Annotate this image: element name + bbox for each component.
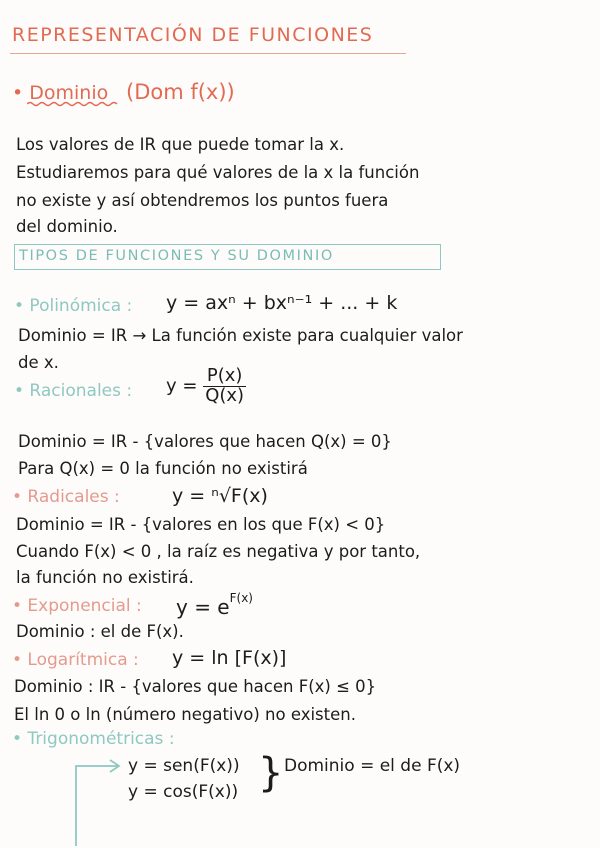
trig-cos-formula: y = cos(F(x)) xyxy=(128,782,239,802)
racionales-note: Para Q(x) = 0 la función no existirá xyxy=(18,459,308,478)
radicales-note-line-2: la función no existirá. xyxy=(16,568,194,587)
polinomica-formula: y = axⁿ + bxⁿ⁻¹ + ... + k xyxy=(166,292,398,314)
exponencial-base: y = e xyxy=(176,595,230,619)
dominio-text-line-2: Estudiaremos para qué valores de la x la función xyxy=(16,163,420,182)
fraction-denominator: Q(x) xyxy=(205,384,245,406)
radicales-label: • Radicales : xyxy=(12,487,120,507)
exponencial-exponent: F(x) xyxy=(229,591,253,606)
logaritmica-formula: y = ln [F(x)] xyxy=(172,647,287,669)
dominio-text-line-4: del dominio. xyxy=(16,217,118,236)
polinomica-domain-cont: de x. xyxy=(18,353,59,372)
racionales-domain: Dominio = IR - {valores que hacen Q(x) = 0} xyxy=(18,432,392,451)
logaritmica-label: • Logarítmica : xyxy=(12,650,139,670)
racionales-y-eq: y = xyxy=(166,375,198,397)
polinomica-domain: Dominio = IR → La función existe para cualquier valor xyxy=(18,326,463,345)
fraction-numerator: P(x) xyxy=(203,367,246,387)
wavy-underline xyxy=(27,101,119,107)
trig-sin-formula: y = sen(F(x)) xyxy=(128,756,240,776)
trigonometricas-label: • Trigonométricas : xyxy=(12,729,175,749)
trig-arrow-icon xyxy=(66,748,126,848)
tipos-section-box: TIPOS DE FUNCIONES Y SU DOMINIO xyxy=(14,244,441,270)
exponencial-domain: Dominio : el de F(x). xyxy=(16,622,184,641)
racionales-formula xyxy=(166,367,246,406)
radicales-formula: y = ⁿ√F(x) xyxy=(172,485,268,507)
exponencial-formula xyxy=(176,591,253,619)
polinomica-label: • Polinómica : xyxy=(14,296,133,316)
dominio-text-line-1: Los valores de IR que puede tomar la x. xyxy=(16,135,345,154)
logaritmica-note: El ln 0 o ln (número negativo) no existen. xyxy=(14,705,356,724)
logaritmica-domain: Dominio : IR - {valores que hacen F(x) ≤ 0} xyxy=(14,677,377,696)
trig-curly-brace: } xyxy=(258,750,284,796)
dominio-heading: • Dominio xyxy=(12,82,109,104)
trig-domain: Dominio = el de F(x) xyxy=(284,756,461,776)
radicales-domain: Dominio = IR - {valores en los que F(x) < 0} xyxy=(16,515,386,534)
title-underline xyxy=(10,53,406,54)
radicales-note-line-1: Cuando F(x) < 0 , la raíz es negativa y por tanto, xyxy=(16,542,421,561)
dominio-text-line-3: no existe y así obtendremos los puntos fuera xyxy=(16,191,389,210)
dominio-notation: (Dom f(x)) xyxy=(126,80,235,104)
racionales-label: • Racionales : xyxy=(14,381,133,401)
page-title: REPRESENTACIÓN DE FUNCIONES xyxy=(12,24,374,46)
racionales-fraction xyxy=(203,367,246,406)
exponencial-label: • Exponencial : xyxy=(12,596,142,616)
